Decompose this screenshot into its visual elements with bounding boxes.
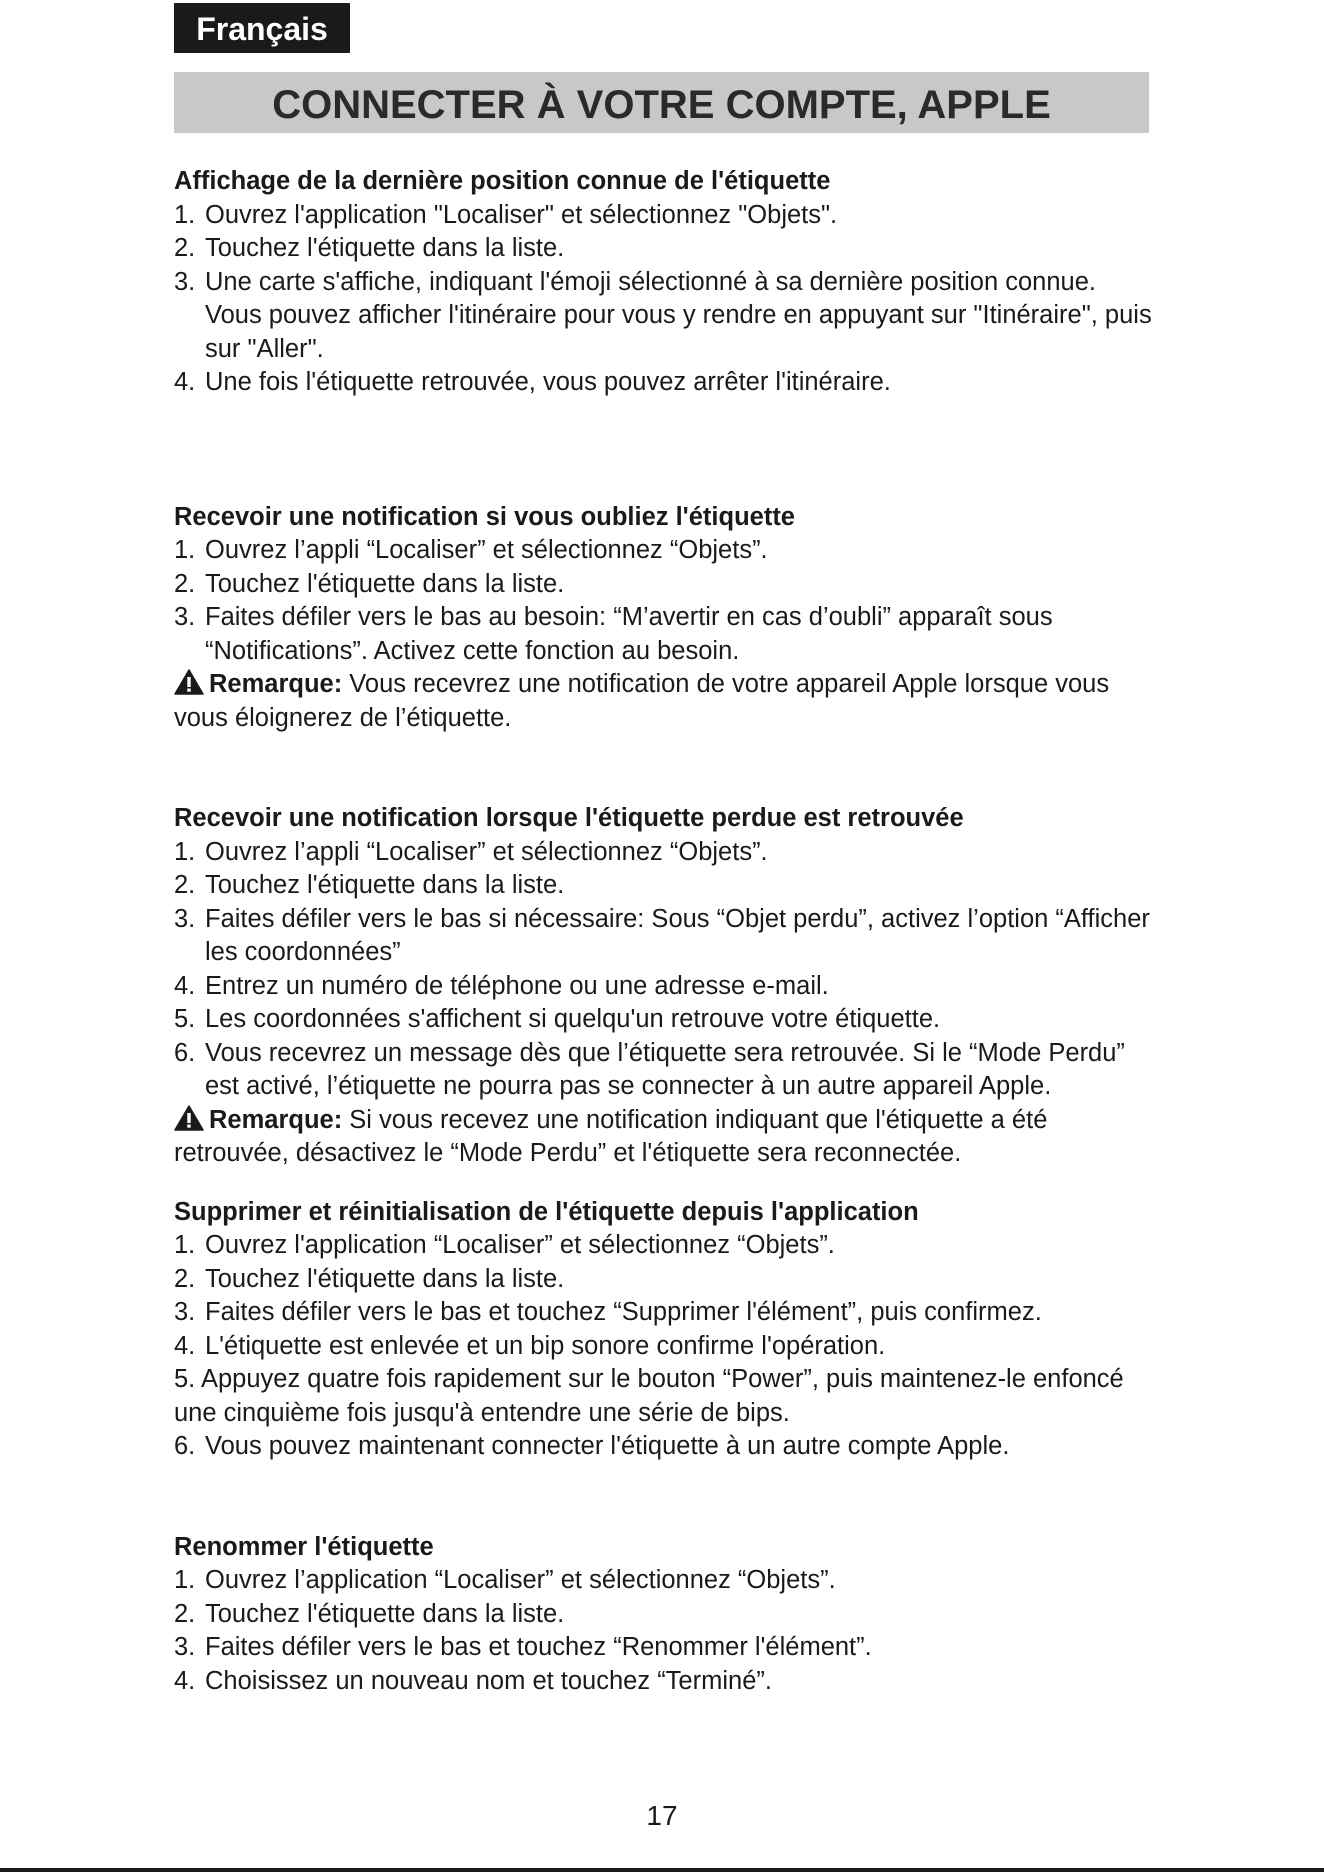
step-number: 2. [174,234,196,262]
section-delete-reset [174,1196,1154,1464]
list-item [174,903,1154,970]
list-item [174,1631,1154,1665]
step-number: 3. [174,1298,196,1326]
step-list [174,1564,1154,1698]
section-forget-notification [174,501,1154,736]
step-list [174,534,1154,668]
step-text: Touchez l'étiquette dans la liste. [205,569,565,598]
step-number: 2. [174,871,196,899]
step-number: 1. [174,837,196,866]
section-rename [174,1531,1154,1699]
step-number: 3. [174,904,196,933]
step-text: Vous pouvez maintenant connecter l'étiquette à un autre compte Apple. [205,1432,1010,1460]
step-number: 1. [174,1231,196,1259]
step-text: Ouvrez l'application “Localiser” et sélectionnez “Objets”. [205,1231,835,1259]
list-item [174,1037,1154,1104]
list-item [174,568,1154,602]
step-number: 1. [174,536,196,564]
step-number: 2. [174,569,196,598]
list-item [174,1263,1154,1297]
list-item [174,1330,1154,1364]
step-text: Choisissez un nouveau nom et touchez “Terminé”. [205,1666,772,1695]
step-number: 3. [174,603,196,631]
list-item [174,1564,1154,1598]
step-number: 2. [174,1599,196,1628]
list-item [174,1003,1154,1037]
step-text: Ouvrez l’application “Localiser” et sélectionnez “Objets”. [205,1566,836,1594]
step-number: 3. [174,267,196,296]
step-text: Entrez un numéro de téléphone ou une adresse e-mail. [205,971,829,1000]
warning-triangle-icon [174,1105,204,1131]
step-number: 2. [174,1264,196,1293]
list-item [174,1430,1154,1464]
section-heading: Renommer l'étiquette [174,1532,434,1561]
section-heading: Recevoir une notification si vous oubliez l'étiquette [174,502,795,531]
step-text: Touchez l'étiquette dans la liste. [205,1264,565,1293]
section-spacer [174,400,1154,501]
step-text: Les coordonnées s'affichent si quelqu'un retrouve votre étiquette. [205,1005,941,1033]
list-item [174,836,1154,870]
step-number: 4. [174,1666,196,1695]
step-number: 3. [174,1633,196,1661]
note-text: Vous recevrez une notification de votre appareil Apple lorsque vous vous éloignerez de l’étiquette. [174,670,1110,732]
step-text: Appuyez quatre fois rapidement sur le bouton “Power”, puis maintenez-le enfoncé une cinquième fois jusqu'à entendre une série de bips. [174,1365,1124,1427]
section-spacer [174,1464,1154,1531]
section-heading: Affichage de la dernière position connue de l'étiquette [174,167,831,195]
step-text: Touchez l'étiquette dans la liste. [205,1599,565,1628]
step-text: Faites défiler vers le bas et touchez “Renommer l'élément”. [205,1633,872,1661]
list-item [174,1296,1154,1330]
section-last-position [174,165,1154,400]
section-found-notification [174,802,1154,1171]
step-list [174,199,1154,400]
list-item [174,1363,1154,1430]
note-label: Remarque: [209,1105,343,1134]
step-text: Ouvrez l'application "Localiser" et sélectionnez "Objets". [205,200,838,229]
note-text: Si vous recevez une notification indiquant que l'étiquette a été retrouvée, désactivez le “Mode Perdu” et l'étiquette sera reconnectée. [174,1105,1048,1167]
list-item [174,534,1154,568]
section-heading: Recevoir une notification lorsque l'étiquette perdue est retrouvée [174,804,964,832]
section-spacer [174,1171,1154,1196]
section-spacer [174,735,1154,802]
step-list [174,836,1154,1104]
step-text: Une fois l'étiquette retrouvée, vous pouvez arrêter l'itinéraire. [205,368,891,396]
step-number: 5. [174,1365,196,1393]
step-text: Faites défiler vers le bas et touchez “Supprimer l'élément”, puis confirmez. [205,1298,1042,1326]
step-text: Faites défiler vers le bas si nécessaire: Sous “Objet perdu”, activez l’option “Afficher les coordonnées” [205,904,1150,966]
note [174,1104,1154,1171]
content-body [174,165,1154,1698]
list-item [174,232,1154,266]
step-text: L'étiquette est enlevée et un bip sonore confirme l'opération. [205,1331,886,1360]
step-text: Touchez l'étiquette dans la liste. [205,234,565,262]
list-item [174,970,1154,1004]
list-item [174,1229,1154,1263]
list-item [174,1598,1154,1632]
list-item [174,601,1154,668]
language-tab: Français [174,3,350,53]
step-number: 4. [174,1331,196,1360]
step-number: 1. [174,1566,196,1594]
step-text: Une carte s'affiche, indiquant l'émoji sélectionné à sa dernière position connue. Vous pouvez afficher l'itinéraire pour vous y rendre en appuyant sur "Itinéraire", puis sur "Aller". [205,267,1152,363]
list-item [174,869,1154,903]
page-bottom-divider [0,1868,1324,1872]
note [174,668,1154,735]
step-text: Vous recevrez un message dès que l’étiquette sera retrouvée. Si le “Mode Perdu” est activé, l’étiquette ne pourra pas se connecter à un autre appareil Apple. [205,1038,1125,1100]
step-text: Ouvrez l’appli “Localiser” et sélectionnez “Objets”. [205,536,768,564]
warning-triangle-icon [174,669,204,695]
step-text: Faites défiler vers le bas au besoin: “M’avertir en cas d’oubli” apparaît sous “Notifications”. Activez cette fonction au besoin. [205,603,1053,665]
step-number: 6. [174,1038,196,1067]
step-number: 1. [174,200,196,229]
step-text: Touchez l'étiquette dans la liste. [205,871,565,899]
step-list [174,1229,1154,1464]
list-item [174,1665,1154,1699]
step-number: 6. [174,1432,196,1460]
list-item [174,366,1154,400]
step-number: 4. [174,971,196,1000]
list-item [174,199,1154,233]
list-item [174,266,1154,367]
step-number: 4. [174,368,196,396]
step-number: 5. [174,1005,196,1033]
note-label: Remarque: [209,670,343,698]
page-title: CONNECTER À VOTRE COMPTE, APPLE [174,72,1149,133]
step-text: Ouvrez l’appli “Localiser” et sélectionnez “Objets”. [205,837,768,866]
page-number: 17 [646,1800,678,1831]
section-heading: Supprimer et réinitialisation de l'étiquette depuis l'application [174,1197,919,1226]
